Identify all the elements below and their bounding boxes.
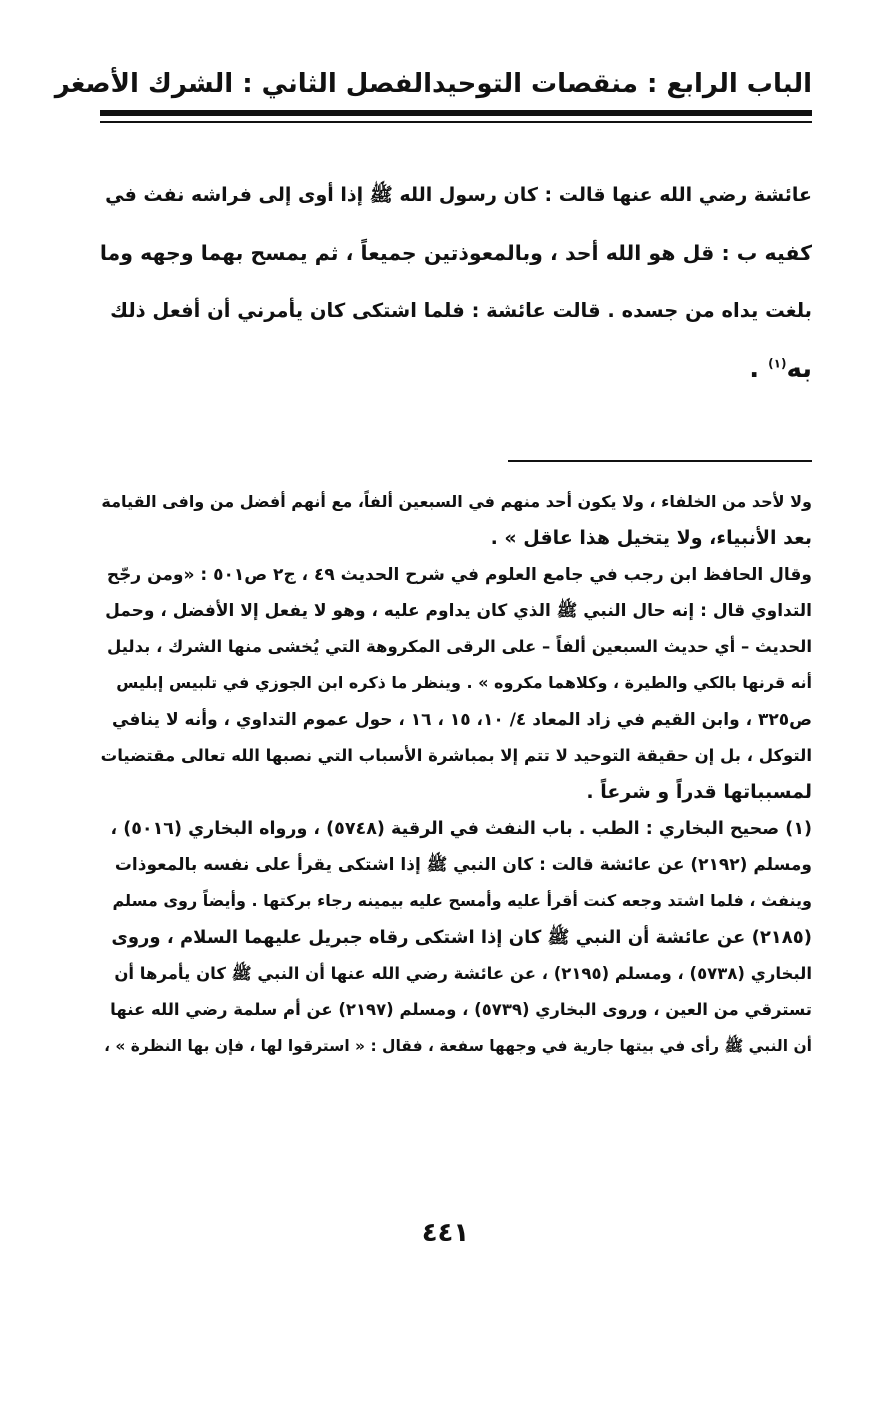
footnote-1-line: تسترقي من العين ، وروى البخاري (٥٧٣٩) ، ومسلم (٢١٩٧) عن أم سلمة رضي الله عنها [110,1000,812,1020]
footnote-1-line: (١) صحيح البخاري : الطب . باب النفث في الرقية (٥٧٤٨) ، ورواه البخاري (٥٠١٦) ، [110,818,812,839]
footnote-line: التداوي قال : إنه حال النبي ﷺ الذي كان يداوم عليه ، وهو لا يفعل إلا الأفضل ، وحمل [105,600,812,621]
footnote-line: ولا لأحد من الخلفاء ، ولا يكون أحد منهم في السبعين ألفاً، مع أنهم أفضل من وافى القيامة [101,492,812,511]
footnote-1-line: وينفث ، فلما اشتد وجعه كنت أقرأ عليه وأمسح عليه بيمينه رجاء بركتها . وأيضاً روى مسلم [112,891,812,911]
main-line-last [100,340,812,398]
footnote-line: وقال الحافظ ابن رجب في جامع العلوم في شرح الحديث ٤٩ ، ج٢ ص٥٠١ : «ومن رجّح [106,564,812,585]
header-chapter: الباب الرابع : منقصات التوحيد [432,69,812,99]
footnote-line: ص٣٢٥ ، وابن القيم في زاد المعاد ٤/ ١٠، ١٥ ، ١٦ ، حول عموم التداوي ، وأنه لا ينافي [112,709,812,730]
main-line: عائشة رضي الله عنها قالت : كان رسول الله ﷺ إذا أوى إلى فراشه نفث في [105,184,812,206]
footnote-1-line: أن النبي ﷺ رأى في بيتها جارية في وجهها سفعة ، فقال : « استرقوا لها ، فإن بها النظرة » ، [104,1037,812,1056]
page-number: ٤٤١ [421,1218,470,1248]
footnote-1-line: ومسلم (٢١٩٢) عن عائشة قالت : كان النبي ﷺ إذا اشتكى يقرأ على نفسه بالمعوذات [114,854,812,875]
footnotes [100,484,812,1065]
footnote-ref[interactable]: (١) [768,356,787,371]
footnote-line: الحديث – أي حديث السبعين ألفاً – على الرقى المكروهة التي يُخشى منها الشرك ، بدليل [106,637,812,657]
main-line-end: . [749,354,769,384]
footnote-line: التوكل ، بل إن حقيقة التوحيد لا تتم إلا بمباشرة الأسباب التي نصبها الله تعالى مقتضيات [100,746,812,766]
main-line: بلغت يداه من جسده . قالت عائشة : فلما اشتكى كان يأمرني أن أفعل ذلك [110,299,812,322]
main-line: كفيه ب : قل هو الله أحد ، وبالمعوذتين جميعاً ، ثم يمسح بهما وجهه وما [100,241,812,265]
header-rule-thin [100,121,812,123]
main-line-text: به [786,354,812,384]
header-section: الفصل الثاني : الشرك الأصغر [54,69,433,99]
footnote-1-line: البخاري (٥٧٣٨) ، ومسلم (٢١٩٥) ، عن عائشة رضي الله عنها أن النبي ﷺ كان يأمرها أن [114,963,812,983]
running-header [54,62,812,106]
footnote-1-line: (٢١٨٥) عن عائشة أن النبي ﷺ كان إذا اشتكى رقاه جبريل عليهما السلام ، وروى [111,926,812,948]
footnote-line: أنه قرنها بالكي والطيرة ، وكلاهما مكروه » . وينظر ما ذكره ابن الجوزي في تلبيس إبليس [116,673,812,693]
main-text [100,166,812,398]
footnote-separator [508,460,812,462]
footnote-line: لمسبباتها قدراً و شرعاً . [586,781,812,804]
header-rule-thick [100,110,812,116]
footnote-line: بعد الأنبياء، ولا يتخيل هذا عاقل » . [490,527,812,550]
